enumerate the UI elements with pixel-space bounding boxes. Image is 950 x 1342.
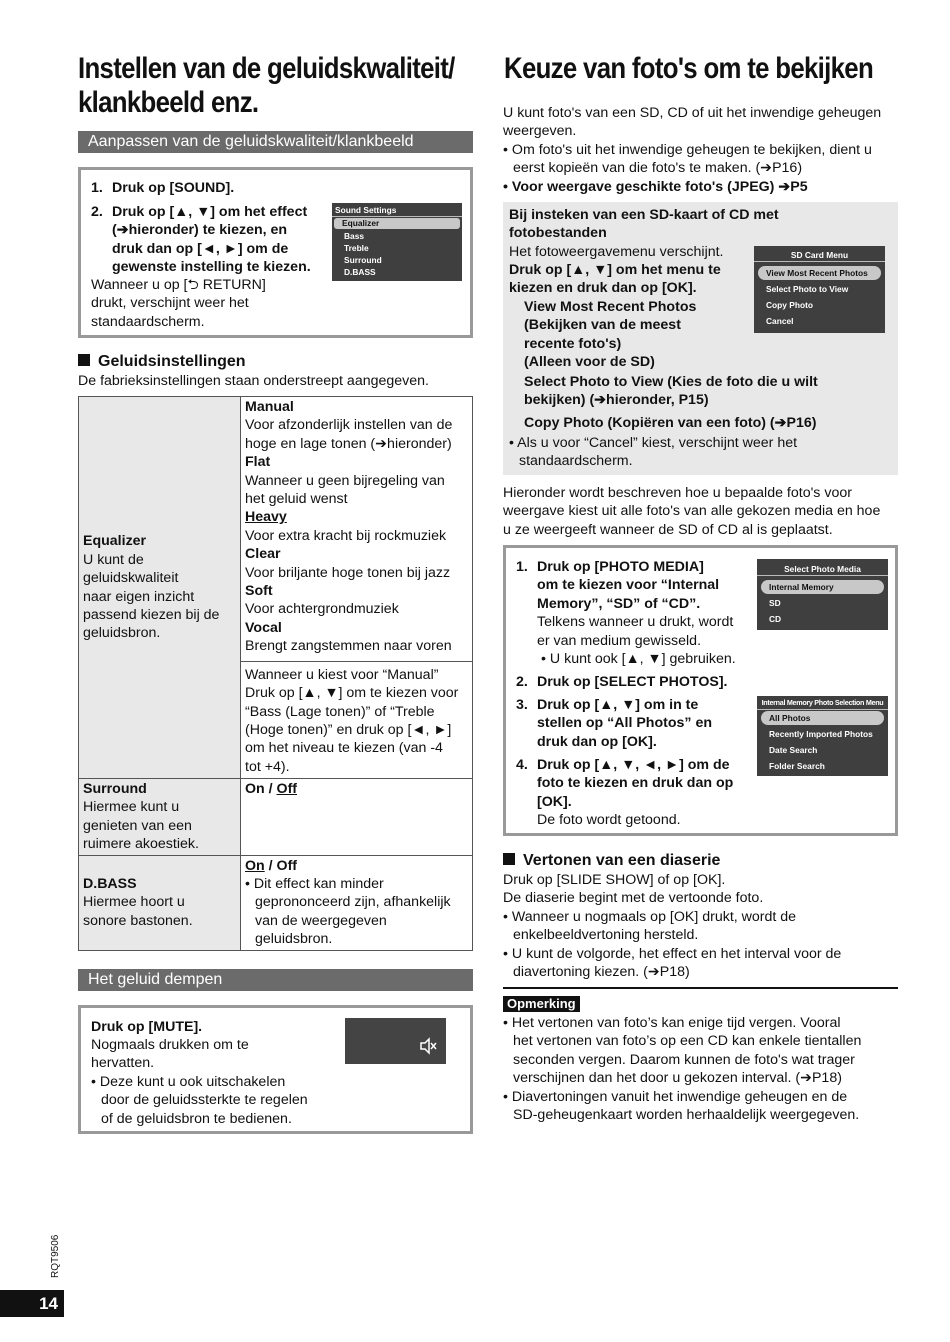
step-text: Druk op [SOUND]. xyxy=(112,180,235,196)
osd-item: Folder Search xyxy=(769,761,825,771)
page-number: 14 xyxy=(0,1290,64,1317)
osd-item: SD xyxy=(769,598,781,608)
step-text: Druk op [▲, ▼, ◄, ►] om de foto te kiezen en druk dan op [OK]. De foto wordt getoond. xyxy=(537,757,734,829)
sd-card-info-box xyxy=(503,202,898,475)
osd-item: D.BASS xyxy=(344,267,376,277)
return-note: Wanneer u op [⮌ RETURN] drukt, verschijnt weer het standaardscherm. xyxy=(91,277,266,330)
sd-cancel-note: • Als u voor “Cancel” kiest, verschijnt weer het standaardscherm. xyxy=(509,435,798,470)
step-number: 1. xyxy=(516,559,528,575)
selection-description: Hieronder wordt beschreven hoe u bepaalde foto's voor weergave kiest uit alle foto's van alle gekozen media en hoe u ze weergeeft wanneer de SD of CD al is geplaatst. xyxy=(503,485,881,538)
step-number: 4. xyxy=(516,757,528,773)
slideshow-text: Druk op [SLIDE SHOW] of op [OK]. De diaserie begint met de vertoonde foto. • Wanneer u nogmaals op [OK] drukt, wordt de enkelbeeldvertoning hersteld. • U kunt de volgorde, het effect en het interval voor de diavertoning kiezen. (➔P18) xyxy=(503,872,842,981)
section-bar-mute: Het geluid dempen xyxy=(78,969,473,991)
osd-item: Recently Imported Photos xyxy=(769,729,873,739)
osd-sound-settings xyxy=(332,203,462,281)
sd-option-view-recent: View Most Recent Photos (Bekijken van de meest recente foto's) (Alleen voor de SD) xyxy=(524,299,697,371)
sd-option-copy-photo: Copy Photo (Kopiëren van een foto) (➔P16) xyxy=(524,415,817,431)
sd-box-line: Het fotoweergavemenu verschijnt. xyxy=(509,244,724,260)
osd-item: All Photos xyxy=(761,711,884,725)
mute-bullet: • Deze kunt u ook uitschakelen door de geluidssterkte te regelen of de geluidsbron te bedienen. xyxy=(91,1074,308,1127)
step-text: Druk op [▲, ▼] om in te stellen op “All Photos” en druk dan op [OK]. xyxy=(537,697,712,750)
note-divider xyxy=(503,987,898,989)
mute-step: Druk op [MUTE]. xyxy=(91,1019,203,1035)
page-title-right: Keuze van foto's om te bekijken xyxy=(504,52,874,85)
settings-note: De fabrieksinstellingen staan onderstreept aangegeven. xyxy=(78,373,429,389)
sd-option-select-photo: Select Photo to View (Kies de foto die u wilt bekijken) (➔hieronder, P15) xyxy=(524,374,818,409)
mute-note: Nogmaals drukken om te hervatten. xyxy=(91,1037,249,1072)
osd-title: Sound Settings xyxy=(332,203,462,217)
settings-heading: Geluidsinstellingen xyxy=(78,353,246,371)
equalizer-label-cell: Equalizer U kunt de geluidskwaliteit naar eigen inzicht passend kiezen bij de geluidsbron. xyxy=(79,397,241,779)
photo-steps-box xyxy=(503,545,898,836)
page-title-left: Instellen van de geluidskwaliteit/ klankbeeld enz. xyxy=(78,52,455,119)
mute-osd xyxy=(345,1018,446,1064)
slideshow-heading: Vertonen van een diaserie xyxy=(503,852,720,870)
dbass-label-cell: D.BASS Hiermee hoort u sonore bastonen. xyxy=(79,855,241,950)
osd-item: Bass xyxy=(344,231,365,241)
step-number: 1. xyxy=(91,180,103,196)
note-label: Opmerking xyxy=(503,996,580,1012)
osd-item: Cancel xyxy=(766,316,794,326)
osd-title: Internal Memory Photo Selection Menu xyxy=(757,696,888,710)
sd-box-heading: Bij insteken van een SD-kaart of CD met fotobestanden xyxy=(509,207,779,242)
osd-internal-memory-menu xyxy=(757,696,888,776)
square-bullet-icon xyxy=(78,354,90,366)
osd-item: Equalizer xyxy=(334,218,460,229)
step-text: Druk op [▲, ▼] om het effect (➔hieronder) te kiezen, en druk dan op [◄, ►] om de gewenste instelling te kiezen. xyxy=(112,204,311,276)
section-bar-sound-quality: Aanpassen van de geluidskwaliteit/klankbeeld xyxy=(78,131,473,153)
osd-title: Select Photo Media xyxy=(757,562,888,576)
step-number: 3. xyxy=(516,697,528,713)
osd-item: CD xyxy=(769,614,782,624)
settings-table xyxy=(78,396,473,951)
osd-item: Select Photo to View xyxy=(766,284,849,294)
osd-item: Copy Photo xyxy=(766,300,813,310)
sd-box-instruction: Druk op [▲, ▼] om het menu te kiezen en druk dan op [OK]. xyxy=(509,262,721,297)
osd-item: Surround xyxy=(344,255,382,265)
surround-label-cell: Surround Hiermee kunt u genieten van een ruimere akoestiek. xyxy=(79,779,241,856)
osd-item: Internal Memory xyxy=(761,580,884,594)
dbass-options-cell: On / Off • Dit effect kan minder geprononceerd zijn, afhankelijk van de weergegeven geluidsbron. xyxy=(241,855,473,950)
osd-title: SD Card Menu xyxy=(754,248,885,262)
osd-item: Date Search xyxy=(769,745,818,755)
step-number: 2. xyxy=(91,204,103,220)
equalizer-options-cell: Manual Voor afzonderlijk instellen van de hoge en lage tonen (➔hieronder) Flat Wanneer u geen bijregeling van het geluid wenst Heavy Voor extra kracht bij rockmuziek Clear Voor briljante hoge tonen bij jazz Soft Voor achtergrondmuziek Vocal Brengt zangstemmen naar voren Wanneer u kiest voor “Manual” Druk op [▲, ▼] om te kiezen voor “Bass (Lage tonen)” of “Treble (Hoge tonen)” en druk op [◄, ►] om het niveau te kiezen (van -4 tot +4). xyxy=(241,397,473,779)
mute-instructions-box xyxy=(78,1005,473,1134)
osd-item: View Most Recent Photos xyxy=(758,266,881,280)
osd-select-photo-media xyxy=(757,559,888,630)
step-text: Druk op [SELECT PHOTOS]. xyxy=(537,674,728,690)
manual-note: Wanneer u kiest voor “Manual” Druk op [▲, ▼] om te kiezen voor “Bass (Lage tonen)” of “Treble (Hoge tonen)” en druk op [◄, ►] om het niveau te kiezen (van -4 tot +4). xyxy=(241,661,472,776)
step-number: 2. xyxy=(516,674,528,690)
osd-sd-card-menu xyxy=(754,246,885,333)
intro-text: U kunt foto's van een SD, CD of uit het inwendige geheugen weergeven. • Om foto's uit het inwendige geheugen te bekijken, dient u eerst kopieën van die foto's te maken. (➔P16) • Voor weergave geschikte foto's (JPEG) ➔P5 xyxy=(503,105,882,195)
note-text: • Het vertonen van foto’s kan enige tijd vergen. Vooral het vertonen van foto’s op een CD kan enkele tientallen seconden vergen. Daarom kunnen de foto's wat trager verschijnen dan het door u gekozen interval. (➔P18) • Diavertoningen vanuit het inwendige geheugen en de SD-geheugenkaart worden herhaaldelijk weergegeven. xyxy=(503,1015,862,1124)
square-bullet-icon xyxy=(503,853,515,865)
mute-icon xyxy=(419,1037,437,1055)
surround-options-cell: On / Off xyxy=(241,779,473,856)
step-text: Druk op [PHOTO MEDIA] om te kiezen voor “Internal Memory”, “SD” of “CD”. Telkens wanneer u drukt, wordt er van medium gewisseld. • U kunt ook [▲, ▼] gebruiken. xyxy=(537,559,736,668)
osd-item: Treble xyxy=(344,243,369,253)
model-code: RQT9506 xyxy=(50,1234,61,1278)
sound-instructions-box xyxy=(78,167,473,338)
